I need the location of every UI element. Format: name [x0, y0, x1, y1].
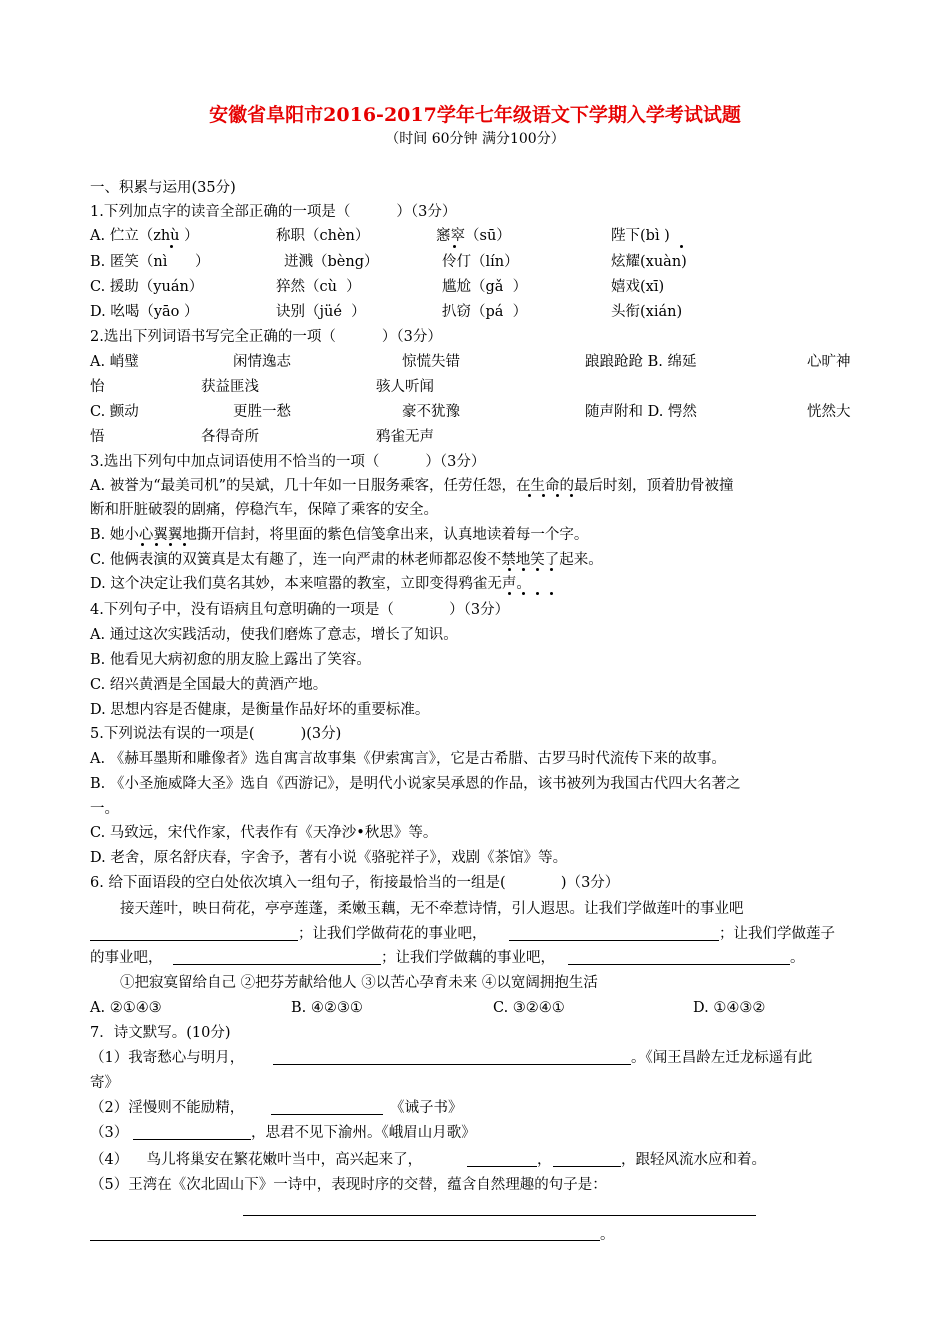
q2-r1-c5: 心旷神 [807, 354, 851, 370]
q2-stem: 2.选出下列词语书写完全正确的一项（ ）（3分） [90, 329, 442, 345]
q7-line-1-end: 寄》 [90, 1075, 119, 1091]
q2-r2-c2: 获益匪浅 [201, 379, 259, 395]
answer-blank [133, 1139, 251, 1140]
section-heading: 一、积累与运用(35分) [90, 180, 236, 196]
q5-option-b-cont: 一。 [90, 801, 119, 817]
emphasis-dot [522, 592, 525, 595]
emphasis-dot [528, 494, 531, 497]
q1-option-b3: 伶仃（lín） [442, 254, 519, 270]
emphasis-dot [536, 592, 539, 595]
q5-option-c: C. 马致远，宋代作家，代表作有《天净沙•秋思》等。 [90, 825, 438, 841]
answer-blank [90, 940, 298, 941]
answer-blank [243, 1215, 756, 1216]
q7-line-2: （2）淫慢则不能励精， [90, 1100, 245, 1116]
exam-subtitle: （时间 60分钟 满分100分） [385, 131, 565, 147]
q7-line-4-cont: ，跟轻风流水应和着。 [621, 1152, 766, 1168]
emphasis-dot [170, 245, 173, 248]
q7-line-3-cont: ，思君不见下渝州。《峨眉山月歌》 [251, 1125, 476, 1141]
q7-line-2-source: 《诫子书》 [390, 1100, 463, 1116]
q1-option-d2: 诀别（jüé ） [276, 304, 366, 320]
q2-r3-c3: 豪不犹豫 [402, 404, 460, 420]
answer-blank [173, 964, 381, 965]
answer-blank [568, 964, 790, 965]
emphasis-dot [508, 592, 511, 595]
q6-sentence-items: ①把寂寞留给自己 ②把芬芳献给他人 ③以苦心孕育未来 ④以宽阔拥抱生活 [120, 975, 598, 991]
emphasis-dot [141, 543, 144, 546]
q2-r3-c1: C. 颤动 [90, 404, 139, 420]
q1-option-b4: 炫耀(xuàn) [611, 254, 687, 270]
q3-option-d: D. 这个决定让我们莫名其妙，本来喧嚣的教室，立即变得鸦雀无声。 [90, 576, 531, 592]
q1-option-b2: 迸溅（bèng） [284, 254, 379, 270]
q6-passage-part: ；让我们学做藕的事业吧， [381, 950, 555, 966]
answer-blank [553, 1166, 621, 1167]
q7-line-1: （1）我寄愁心与明月， [90, 1050, 245, 1066]
emphasis-dot [556, 494, 559, 497]
q5-stem: 5.下列说法有误的一项是( )(3分) [90, 726, 342, 742]
emphasis-dot [522, 568, 525, 571]
exam-title: 安徽省阜阳市2016-2017学年七年级语文下学期入学考试试题 [209, 104, 741, 126]
q5-option-a: A. 《赫耳墨斯和雕像者》选自寓言故事集《伊索寓言》，它是古希腊、古罗马时代流传下来的故事。 [90, 751, 726, 767]
q1-option-c4: 嬉戏(xī) [611, 279, 665, 295]
q3-option-a-cont: 断和肝脏破裂的剧痛，停稳汽车，保障了乘客的安全。 [90, 502, 438, 518]
emphasis-dot [680, 245, 683, 248]
q2-r3-c5: 恍然大 [807, 404, 851, 420]
q7-line-4: （4） 鸟儿将巢安在繁花嫩叶当中，高兴起来了， [90, 1152, 423, 1168]
q6-option-b: B. ④②③① [291, 1000, 363, 1016]
q7-line-3: （3） [90, 1125, 129, 1141]
emphasis-dot [453, 245, 456, 248]
q6-stem: 6. 给下面语段的空白处依次填入一组句子，衔接最恰当的一组是( )（3分） [90, 875, 620, 891]
emphasis-dot [508, 568, 511, 571]
q2-r4-c2: 各得奇所 [201, 429, 259, 445]
q7-line-5-end: 。 [600, 1227, 615, 1243]
q2-r1-c1: A. 峭璧 [90, 354, 139, 370]
q2-r2-c3: 骇人听闻 [376, 379, 434, 395]
q7-line-4-sep: ， [537, 1152, 552, 1168]
emphasis-dot [550, 592, 553, 595]
q2-r4-c3: 鸦雀无声 [376, 429, 434, 445]
q6-option-a: A. ②①④③ [90, 1000, 162, 1016]
q5-option-b: B. 《小圣施威降大圣》选自《西游记》，是明代小说家吴承恩的作品，该书被列为我国古代四大名著之 [90, 776, 741, 792]
q6-passage-part: ；让我们学做荷花的事业吧， [298, 926, 487, 942]
q1-option-a2: 称职（chèn） [276, 228, 370, 244]
q3-option-b: B. 她小心翼翼地撕开信封，将里面的紫色信笺拿出来，认真地读着每一个字。 [90, 527, 589, 543]
q3-stem: 3.选出下列句中加点词语使用不恰当的一项（ ）（3分） [90, 454, 486, 470]
q4-option-c: C. 绍兴黄酒是全国最大的黄酒产地。 [90, 677, 328, 693]
q1-option-a3: 窸窣（sū） [436, 228, 511, 244]
q2-r4-c1: 悟 [90, 429, 105, 445]
q7-line-5: （5）王湾在《次北固山下》一诗中，表现时序的交替，蕴含自然理趣的句子是： [90, 1177, 607, 1193]
q6-passage: 接天莲叶，映日荷花，亭亭莲蓬，柔嫩玉藕，无不牵惹诗情，引人遐思。让我们学做莲叶的事业吧 [120, 901, 744, 917]
emphasis-dot [183, 543, 186, 546]
q1-option-c2: 猝然（cù ） [276, 279, 361, 295]
q4-option-a: A. 通过这次实践活动，使我们磨炼了意志，增长了知识。 [90, 627, 458, 643]
answer-blank [90, 1240, 600, 1241]
q7-line-1-cont: 。《闻王昌龄左迁龙标遥有此 [631, 1050, 813, 1066]
q1-option-c3: 尴尬（gǎ ） [442, 279, 528, 295]
q1-option-b1: B. 匿笑（nì ） [90, 254, 210, 270]
q4-stem: 4.下列句子中，没有语病且句意明确的一项是（ ）（3分） [90, 602, 510, 618]
q2-r2-c1: 怡 [90, 379, 105, 395]
answer-blank [273, 1064, 631, 1065]
q2-r1-c3: 惊慌失错 [402, 354, 460, 370]
q1-stem: 1.下列加点字的读音全部正确的一项是（ ）（3分） [90, 204, 457, 220]
q6-passage-part: 。 [790, 950, 805, 966]
emphasis-dot [536, 568, 539, 571]
q4-option-d: D. 思想内容是否健康，是衡量作品好坏的重要标准。 [90, 702, 430, 718]
answer-blank [467, 1166, 537, 1167]
q6-option-d: D. ①④③② [693, 1000, 766, 1016]
q2-r3-c4: 随声附和 D. 愕然 [585, 404, 697, 420]
emphasis-dot [542, 494, 545, 497]
q2-r1-c2: 闲情逸志 [233, 354, 291, 370]
q1-option-d3: 扒窃（pá ） [442, 304, 528, 320]
q1-option-c1: C. 援助（yuán） [90, 279, 204, 295]
q3-option-a: A. 被誉为“最美司机”的吴斌，几十年如一日服务乘客，任劳任怨，在生命的最后时刻，顶着肋骨被撞 [90, 478, 734, 494]
q5-option-d: D. 老舍，原名舒庆春，字舍予，著有小说《骆驼祥子》，戏剧《茶馆》等。 [90, 850, 568, 866]
q2-r3-c2: 更胜一愁 [233, 404, 291, 420]
answer-blank [271, 1114, 383, 1115]
q1-option-d1: D. 吆喝（yāo ） [90, 304, 199, 320]
q1-option-a1: A. 伫立（zhù ） [90, 228, 199, 244]
q2-r1-c4: 踉踉跄跄 B. 绵延 [585, 354, 697, 370]
q6-option-c: C. ③②④① [493, 1000, 565, 1016]
emphasis-dot [550, 568, 553, 571]
q6-passage-part: 的事业吧， [90, 950, 163, 966]
q4-option-b: B. 他看见大病初愈的朋友脸上露出了笑容。 [90, 652, 371, 668]
emphasis-dot [169, 543, 172, 546]
q1-option-d4: 头衔(xián) [611, 304, 683, 320]
emphasis-dot [570, 494, 573, 497]
answer-blank [509, 940, 719, 941]
q1-option-a4: 陛下(bì ) [611, 228, 670, 244]
emphasis-dot [155, 543, 158, 546]
q3-option-c: C. 他俩表演的双簧真是太有趣了，连一向严肃的林老师都忍俊不禁地笑了起来。 [90, 552, 603, 568]
q6-passage-part: ；让我们学做莲子 [719, 926, 835, 942]
q7-stem: 7．诗文默写。(10分) [90, 1025, 231, 1041]
